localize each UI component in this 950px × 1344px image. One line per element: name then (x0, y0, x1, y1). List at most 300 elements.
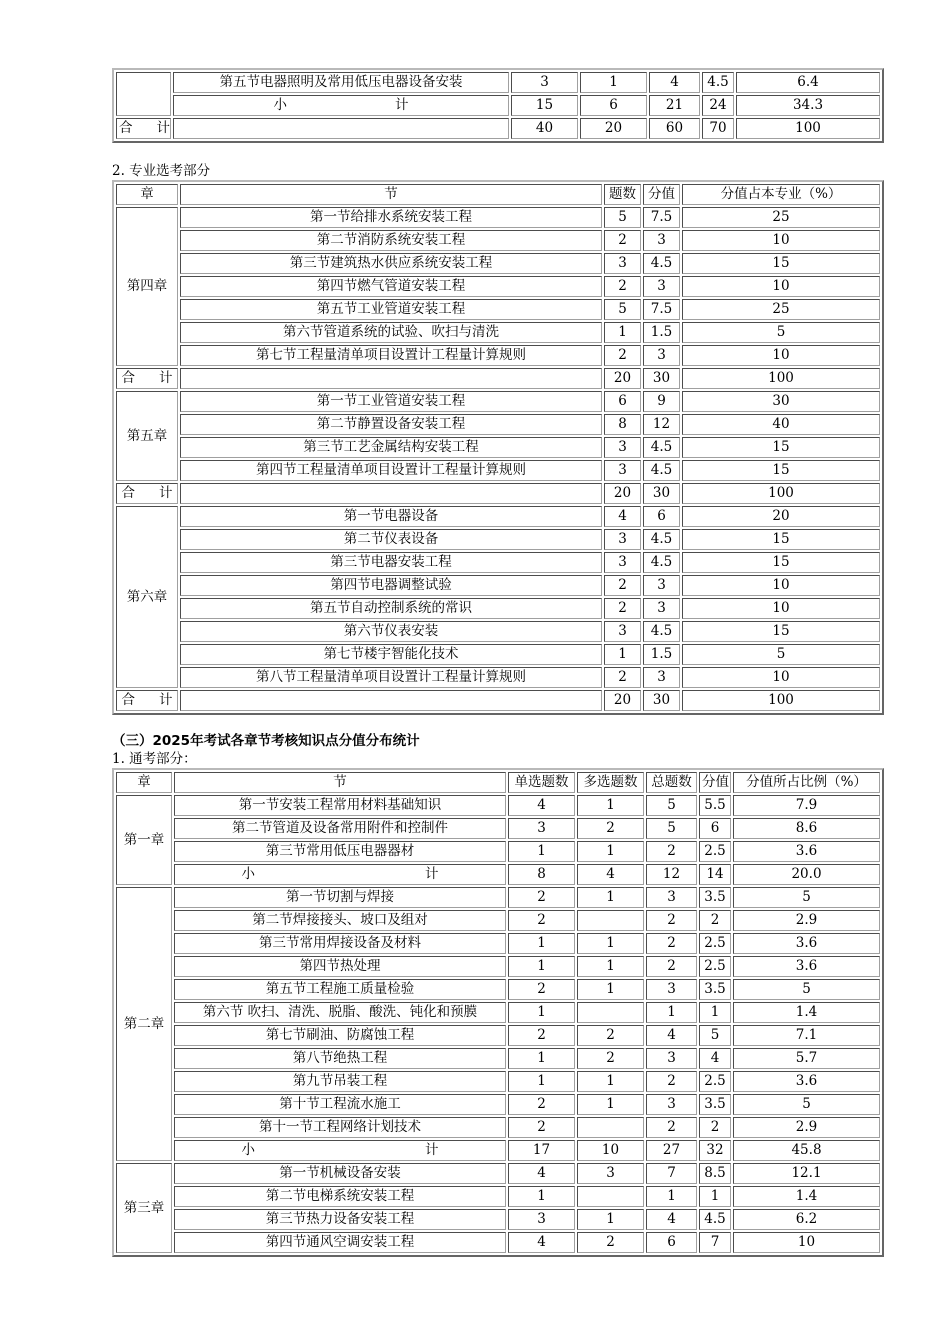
value-cell: 3.5 (699, 887, 731, 908)
value-cell: 15 (682, 460, 880, 481)
column-header: 章 (116, 184, 178, 205)
value-cell: 24 (702, 95, 734, 116)
table-row (116, 552, 880, 573)
value-cell: 10 (682, 276, 880, 297)
section-cell: 第五节自动控制系统的常识 (180, 598, 602, 619)
value-cell: 2 (604, 345, 641, 366)
value-cell: 1.5 (643, 322, 680, 343)
total-label: 合 计 (116, 368, 178, 389)
section-cell: 第三节热力设备安装工程 (174, 1209, 506, 1230)
value-cell (577, 910, 644, 931)
value-cell: 7 (699, 1232, 731, 1253)
total-row (116, 118, 880, 139)
value-cell: 32 (699, 1140, 731, 1161)
value-cell: 100 (682, 368, 880, 389)
section3-heading: （三）2025年考试各章节考核知识点分值分布统计 (112, 733, 420, 749)
value-cell: 60 (649, 118, 700, 139)
value-cell: 3.5 (699, 1094, 731, 1115)
value-cell: 6 (699, 818, 731, 839)
value-cell: 5 (604, 207, 641, 228)
subtotal-row (116, 95, 880, 116)
table-row (116, 299, 880, 320)
value-cell: 1 (508, 1002, 575, 1023)
table-row (116, 818, 880, 839)
value-cell: 2 (577, 818, 644, 839)
value-cell: 2 (508, 979, 575, 1000)
section-cell: 第七节楼宇智能化技术 (180, 644, 602, 665)
value-cell: 1 (604, 644, 641, 665)
table-row (116, 230, 880, 251)
value-cell: 20 (580, 118, 647, 139)
value-cell: 6 (580, 95, 647, 116)
value-cell: 30 (682, 391, 880, 412)
total-label: 小 计 (174, 864, 506, 885)
value-cell: 40 (511, 118, 578, 139)
section-cell: 第二节仪表设备 (180, 529, 602, 550)
value-cell: 3 (604, 460, 641, 481)
section-cell: 第五节电器照明及常用低压电器设备安装 (173, 72, 509, 93)
value-cell: 2 (646, 841, 697, 862)
value-cell: 6 (643, 506, 680, 527)
value-cell: 4 (646, 1025, 697, 1046)
section-cell: 第四节通风空调安装工程 (174, 1232, 506, 1253)
value-cell: 15 (682, 529, 880, 550)
value-cell: 4 (646, 1209, 697, 1230)
value-cell: 100 (682, 690, 880, 711)
value-cell: 15 (682, 437, 880, 458)
total-row (116, 368, 880, 389)
table-row (116, 1232, 880, 1253)
value-cell: 15 (682, 253, 880, 274)
value-cell: 4.5 (643, 529, 680, 550)
value-cell: 1 (646, 1002, 697, 1023)
value-cell (577, 1117, 644, 1138)
value-cell: 3.6 (733, 933, 880, 954)
table-row (116, 460, 880, 481)
value-cell: 5 (682, 644, 880, 665)
table-row (116, 322, 880, 343)
chapter-cell (116, 72, 171, 116)
value-cell: 5 (604, 299, 641, 320)
column-header: 分值 (699, 772, 731, 793)
value-cell: 2 (604, 598, 641, 619)
value-cell: 20 (604, 483, 641, 504)
table-row (116, 1094, 880, 1115)
table-row (116, 253, 880, 274)
table-row (116, 910, 880, 931)
value-cell: 4.5 (643, 460, 680, 481)
value-cell: 3 (643, 575, 680, 596)
value-cell: 1 (577, 1209, 644, 1230)
value-cell: 1 (508, 1071, 575, 1092)
value-cell (577, 1002, 644, 1023)
value-cell: 45.8 (733, 1140, 880, 1161)
value-cell: 3 (511, 72, 578, 93)
section-cell: 第二节管道及设备常用附件和控制件 (174, 818, 506, 839)
value-cell: 30 (643, 368, 680, 389)
column-header: 多选题数 (577, 772, 644, 793)
section-cell: 第四节热处理 (174, 956, 506, 977)
value-cell: 3 (508, 1209, 575, 1230)
value-cell: 4.5 (699, 1209, 731, 1230)
value-cell: 3.6 (733, 1071, 880, 1092)
section2-table-block (112, 180, 884, 715)
value-cell: 3 (643, 345, 680, 366)
value-cell: 1 (699, 1186, 731, 1207)
section-cell: 第六节管道系统的试验、吹扫与清洗 (180, 322, 602, 343)
column-header: 单选题数 (508, 772, 575, 793)
value-cell: 4 (508, 795, 575, 816)
column-header: 节 (180, 184, 602, 205)
value-cell: 15 (511, 95, 578, 116)
table-row (116, 887, 880, 908)
value-cell: 3 (508, 818, 575, 839)
value-cell: 5 (682, 322, 880, 343)
value-cell: 4.5 (643, 621, 680, 642)
table-row (116, 529, 880, 550)
value-cell: 10 (682, 598, 880, 619)
value-cell: 5 (646, 818, 697, 839)
value-cell: 10 (682, 667, 880, 688)
table-row (116, 1117, 880, 1138)
value-cell: 15 (682, 621, 880, 642)
value-cell: 7.9 (733, 795, 880, 816)
table-row (116, 437, 880, 458)
value-cell: 2 (699, 1117, 731, 1138)
value-cell: 2.5 (699, 841, 731, 862)
table-row (116, 1209, 880, 1230)
value-cell: 3.6 (733, 956, 880, 977)
section-cell: 第三节建筑热水供应系统安装工程 (180, 253, 602, 274)
table-row (116, 933, 880, 954)
total-row (116, 483, 880, 504)
table-row (116, 575, 880, 596)
value-cell: 4 (604, 506, 641, 527)
value-cell: 3 (643, 598, 680, 619)
value-cell: 2 (646, 933, 697, 954)
value-cell: 4 (508, 1163, 575, 1184)
section-cell: 第五节工程施工质量检验 (174, 979, 506, 1000)
section-cell: 第四节工程量清单项目设置计工程量计算规则 (180, 460, 602, 481)
column-header: 题数 (604, 184, 641, 205)
section-cell: 第八节绝热工程 (174, 1048, 506, 1069)
section-cell: 第六节仪表安装 (180, 621, 602, 642)
chapter-cell: 第五章 (116, 391, 178, 481)
value-cell: 2 (508, 1025, 575, 1046)
table-row (116, 1163, 880, 1184)
value-cell: 5 (733, 979, 880, 1000)
section-cell: 第三节常用低压电器器材 (174, 841, 506, 862)
value-cell: 8.5 (699, 1163, 731, 1184)
value-cell: 4 (577, 864, 644, 885)
subtotal-row (116, 864, 880, 885)
section-cell: 第一节机械设备安装 (174, 1163, 506, 1184)
section3-caption: 1. 通考部分： (112, 751, 197, 767)
section-cell: 第一节给排水系统安装工程 (180, 207, 602, 228)
value-cell: 10 (733, 1232, 880, 1253)
section-cell: 第三节工艺金属结构安装工程 (180, 437, 602, 458)
value-cell: 1 (577, 1071, 644, 1092)
section2-body (116, 207, 880, 711)
value-cell: 2 (646, 1117, 697, 1138)
value-cell: 2 (508, 1094, 575, 1115)
table-row (116, 207, 880, 228)
section2-caption: 2. 专业选考部分 (112, 163, 211, 179)
value-cell: 3 (604, 621, 641, 642)
table-row (116, 414, 880, 435)
value-cell: 2 (604, 575, 641, 596)
section-cell: 第九节吊装工程 (174, 1071, 506, 1092)
table-row (116, 956, 880, 977)
value-cell: 70 (702, 118, 734, 139)
total-label: 合 计 (116, 690, 178, 711)
value-cell: 1 (577, 933, 644, 954)
column-header: 章 (116, 772, 172, 793)
section-cell: 第五节工业管道安装工程 (180, 299, 602, 320)
value-cell: 10 (682, 575, 880, 596)
value-cell: 14 (699, 864, 731, 885)
section-cell: 第一节安装工程常用材料基础知识 (174, 795, 506, 816)
value-cell: 9 (643, 391, 680, 412)
section3-body (116, 795, 880, 1253)
value-cell: 25 (682, 299, 880, 320)
value-cell: 3 (643, 276, 680, 297)
value-cell: 4.5 (643, 253, 680, 274)
value-cell: 1 (577, 887, 644, 908)
value-cell: 6 (604, 391, 641, 412)
value-cell: 2 (646, 910, 697, 931)
value-cell: 6.2 (733, 1209, 880, 1230)
value-cell: 12 (646, 864, 697, 885)
value-cell: 1 (577, 956, 644, 977)
chapter-cell: 第三章 (116, 1163, 172, 1253)
value-cell: 1 (604, 322, 641, 343)
value-cell: 20 (682, 506, 880, 527)
section3-table-block (112, 768, 884, 1257)
value-cell: 100 (736, 118, 880, 139)
value-cell: 2 (699, 910, 731, 931)
value-cell: 4 (508, 1232, 575, 1253)
value-cell: 1 (508, 1186, 575, 1207)
table-row (116, 667, 880, 688)
section-cell: 第二节消防系统安装工程 (180, 230, 602, 251)
header-row (116, 772, 880, 793)
value-cell: 6 (646, 1232, 697, 1253)
value-cell: 20 (604, 368, 641, 389)
value-cell: 2.5 (699, 933, 731, 954)
value-cell: 4.5 (702, 72, 734, 93)
value-cell: 30 (643, 483, 680, 504)
section-cell: 第一节工业管道安装工程 (180, 391, 602, 412)
value-cell: 17 (508, 1140, 575, 1161)
value-cell: 1 (577, 795, 644, 816)
value-cell: 3 (643, 230, 680, 251)
value-cell: 3 (643, 667, 680, 688)
chapter-cell: 第六章 (116, 506, 178, 688)
value-cell: 1 (508, 1048, 575, 1069)
header-row (116, 184, 880, 205)
section-cell: 第三节电器安装工程 (180, 552, 602, 573)
value-cell: 20 (604, 690, 641, 711)
table-row (116, 841, 880, 862)
value-cell: 5.5 (699, 795, 731, 816)
value-cell: 4.5 (643, 552, 680, 573)
value-cell: 34.3 (736, 95, 880, 116)
value-cell: 2.9 (733, 1117, 880, 1138)
section-cell: 第四节电器调整试验 (180, 575, 602, 596)
value-cell: 1 (577, 979, 644, 1000)
column-header: 分值 (643, 184, 680, 205)
column-header: 总题数 (646, 772, 697, 793)
value-cell: 12.1 (733, 1163, 880, 1184)
table-row (116, 345, 880, 366)
table-row (116, 72, 880, 93)
value-cell: 5 (733, 1094, 880, 1115)
value-cell (577, 1186, 644, 1207)
empty-cell (180, 690, 602, 711)
value-cell: 7 (646, 1163, 697, 1184)
value-cell: 10 (682, 230, 880, 251)
value-cell: 2 (604, 230, 641, 251)
value-cell: 2 (508, 910, 575, 931)
section-cell: 第三节常用焊接设备及材料 (174, 933, 506, 954)
table-row (116, 979, 880, 1000)
value-cell: 8.6 (733, 818, 880, 839)
chapter-cell: 第二章 (116, 887, 172, 1161)
table-row (116, 276, 880, 297)
value-cell: 5 (646, 795, 697, 816)
section-cell: 第二节焊接接头、坡口及组对 (174, 910, 506, 931)
value-cell: 8 (604, 414, 641, 435)
value-cell: 2 (646, 1071, 697, 1092)
value-cell: 10 (682, 345, 880, 366)
total-label: 小 计 (174, 1140, 506, 1161)
value-cell: 3 (646, 887, 697, 908)
value-cell: 3 (646, 1094, 697, 1115)
top-table (112, 68, 884, 143)
total-row (116, 690, 880, 711)
value-cell: 3 (604, 437, 641, 458)
value-cell: 7.1 (733, 1025, 880, 1046)
section-cell: 第二节静置设备安装工程 (180, 414, 602, 435)
section-cell: 第七节工程量清单项目设置计工程量计算规则 (180, 345, 602, 366)
value-cell: 1.4 (733, 1186, 880, 1207)
value-cell: 3.5 (699, 979, 731, 1000)
table-row (116, 1048, 880, 1069)
table-row (116, 644, 880, 665)
value-cell: 2 (646, 956, 697, 977)
value-cell: 12 (643, 414, 680, 435)
value-cell: 3 (646, 1048, 697, 1069)
value-cell: 1 (508, 933, 575, 954)
chapter-cell: 第四章 (116, 207, 178, 366)
section-cell: 第十节工程流水施工 (174, 1094, 506, 1115)
section-cell: 第八节工程量清单项目设置计工程量计算规则 (180, 667, 602, 688)
value-cell: 2 (508, 887, 575, 908)
value-cell: 7.5 (643, 207, 680, 228)
table-row (116, 1002, 880, 1023)
table-row (116, 391, 880, 412)
value-cell: 30 (643, 690, 680, 711)
value-cell: 1 (577, 1094, 644, 1115)
value-cell: 8 (508, 864, 575, 885)
value-cell: 2.9 (733, 910, 880, 931)
section-cell: 第四节燃气管道安装工程 (180, 276, 602, 297)
empty-cell (180, 368, 602, 389)
value-cell: 6.4 (736, 72, 880, 93)
subtotal-row (116, 1140, 880, 1161)
table-row (116, 598, 880, 619)
value-cell: 3 (604, 529, 641, 550)
chapter-cell: 第一章 (116, 795, 172, 885)
column-header: 节 (174, 772, 506, 793)
value-cell: 21 (649, 95, 700, 116)
value-cell: 1 (577, 841, 644, 862)
value-cell: 7.5 (643, 299, 680, 320)
value-cell: 2 (577, 1025, 644, 1046)
value-cell: 1.5 (643, 644, 680, 665)
total-label: 合 计 (116, 483, 178, 504)
value-cell: 10 (577, 1140, 644, 1161)
table-row (116, 1186, 880, 1207)
section2-table (112, 180, 884, 715)
value-cell: 3 (646, 979, 697, 1000)
value-cell: 3 (604, 552, 641, 573)
section-cell: 第六节 吹扫、清洗、脱脂、酸洗、钝化和预膜 (174, 1002, 506, 1023)
value-cell: 20.0 (733, 864, 880, 885)
value-cell: 27 (646, 1140, 697, 1161)
value-cell: 4 (699, 1048, 731, 1069)
section-cell: 第一节切割与焊接 (174, 887, 506, 908)
value-cell: 2 (604, 667, 641, 688)
value-cell: 1 (508, 841, 575, 862)
value-cell: 5.7 (733, 1048, 880, 1069)
column-header: 分值占本专业（%） (682, 184, 880, 205)
value-cell: 1 (508, 956, 575, 977)
value-cell: 1 (699, 1002, 731, 1023)
value-cell: 40 (682, 414, 880, 435)
value-cell: 25 (682, 207, 880, 228)
table-row (116, 1071, 880, 1092)
table-row (116, 506, 880, 527)
value-cell: 2 (577, 1048, 644, 1069)
value-cell: 1 (646, 1186, 697, 1207)
subtotal-label: 小 计 (173, 95, 509, 116)
value-cell: 100 (682, 483, 880, 504)
section-cell: 第一节电器设备 (180, 506, 602, 527)
value-cell: 2.5 (699, 1071, 731, 1092)
table-row (116, 621, 880, 642)
total-label: 合 计 (116, 118, 171, 139)
section-cell: 第七节刷油、防腐蚀工程 (174, 1025, 506, 1046)
column-header: 分值所占比例（%） (733, 772, 880, 793)
value-cell: 2 (577, 1232, 644, 1253)
empty-cell (180, 483, 602, 504)
value-cell: 3 (577, 1163, 644, 1184)
section-cell: 第十一节工程网络计划技术 (174, 1117, 506, 1138)
value-cell: 5 (699, 1025, 731, 1046)
value-cell: 2 (508, 1117, 575, 1138)
value-cell: 4 (649, 72, 700, 93)
empty-cell (173, 118, 509, 139)
value-cell: 3.6 (733, 841, 880, 862)
value-cell: 2 (604, 276, 641, 297)
value-cell: 15 (682, 552, 880, 573)
value-cell: 2.5 (699, 956, 731, 977)
value-cell: 4.5 (643, 437, 680, 458)
top-table-block (112, 68, 884, 143)
section3-table (112, 768, 884, 1257)
